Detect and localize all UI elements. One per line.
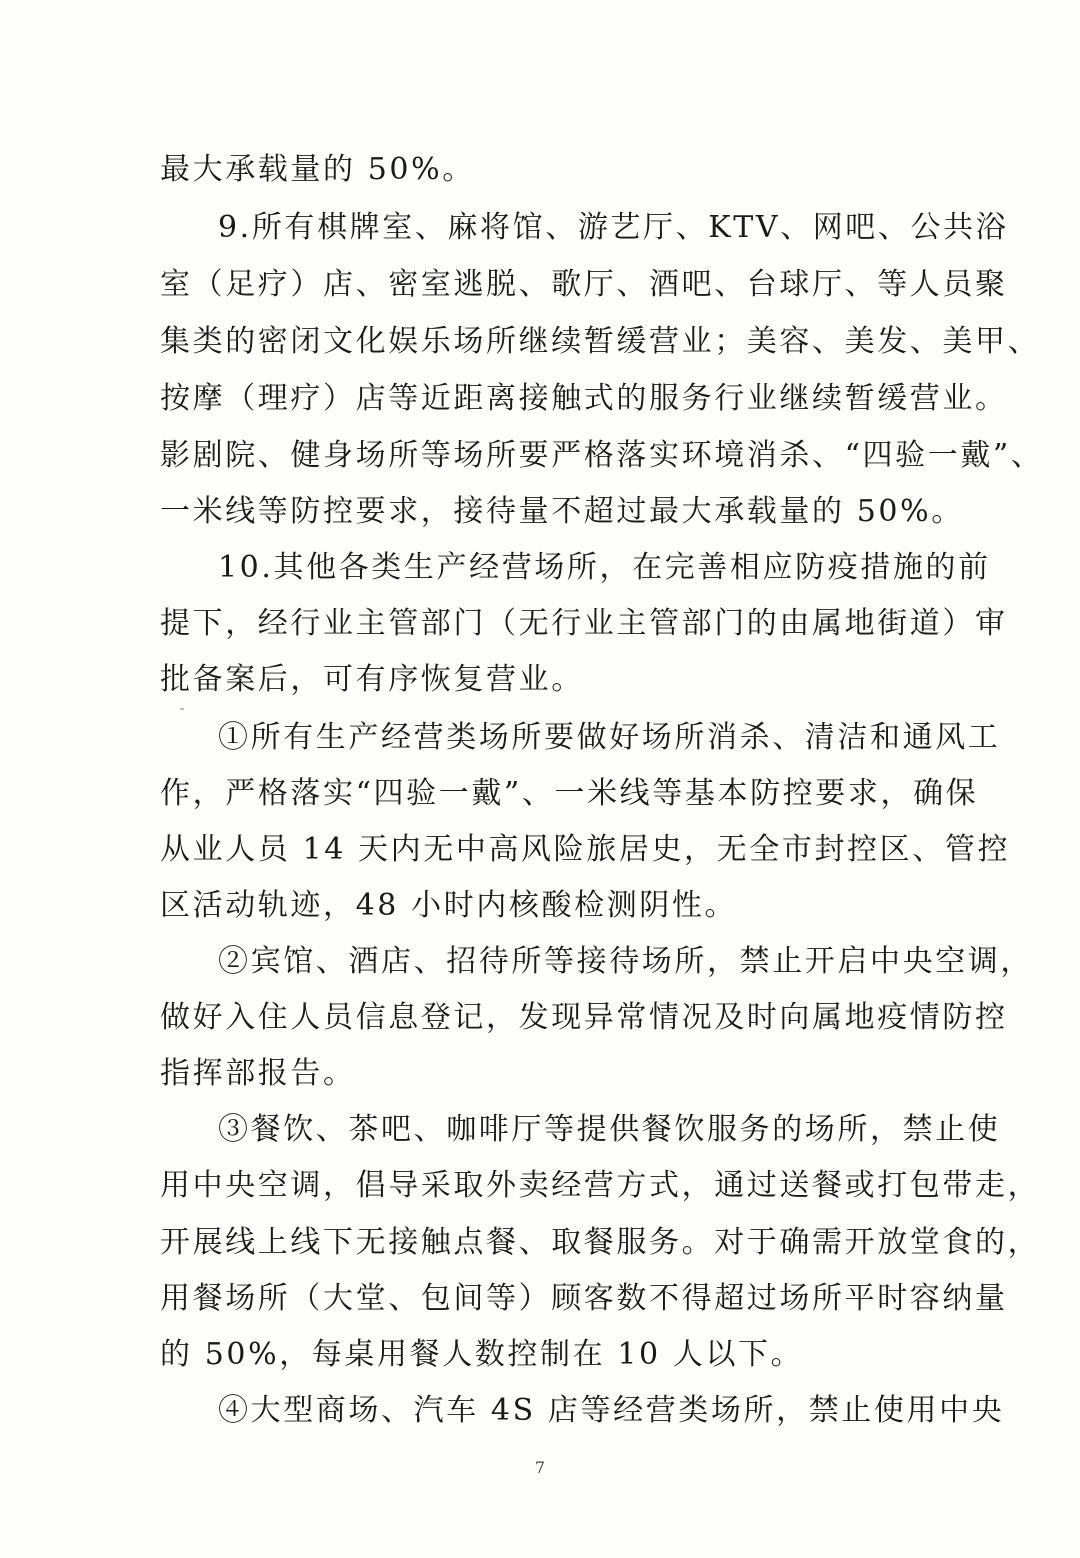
text-line: ①所有生产经营类场所要做好场所消杀、清洁和通风工 (218, 720, 1001, 755)
text-line: 指挥部报告。 (160, 1056, 356, 1091)
text-line: 的 50%，每桌用餐人数控制在 10 人以下。 (160, 1337, 804, 1372)
text-line: 从业人员 14 天内无中高风险旅居史，无全市封控区、管控 (160, 832, 1011, 867)
scan-mark (180, 708, 184, 710)
text-line: 做好入住人员信息登记，发现异常情况及时向属地疫情防控 (160, 1000, 1008, 1035)
text-line: 作，严格落实“四验一戴”、一米线等基本防控要求，确保 (160, 776, 979, 811)
page-number: 7 (534, 1458, 546, 1477)
text-line: 开展线上线下无接触点餐、取餐服务。对于确需开放堂食的， (160, 1225, 1041, 1260)
text-line: ④大型商场、汽车 4S 店等经营类场所，禁止使用中央 (218, 1393, 1005, 1428)
text-line: 影剧院、健身场所等场所要严格落实环境消杀、“四验一戴”、 (160, 438, 1044, 473)
text-line: 9.所有棋牌室、麻将馆、游艺厅、KTV、网吧、公共浴 (218, 210, 1009, 245)
text-line: 区活动轨迹，48 小时内核酸检测阴性。 (160, 888, 738, 923)
text-line: 提下，经行业主管部门（无行业主管部门的由属地街道）审 (160, 606, 1008, 641)
text-line: 用中央空调，倡导采取外卖经营方式，通过送餐或打包带走， (160, 1168, 1041, 1203)
text-line: 最大承载量的 50%。 (160, 152, 475, 187)
text-line: 集类的密闭文化娱乐场所继续暂缓营业；美容、美发、美甲、 (160, 324, 1041, 359)
text-line: ③餐饮、茶吧、咖啡厅等提供餐饮服务的场所，禁止使 (218, 1112, 1001, 1147)
text-line: 室（足疗）店、密室逃脱、歌厅、酒吧、台球厅、等人员聚 (160, 267, 1008, 302)
text-line: 按摩（理疗）店等近距离接触式的服务行业继续暂缓营业。 (160, 381, 1008, 416)
text-line: 批备案后，可有序恢复营业。 (160, 662, 584, 697)
text-line: 用餐场所（大堂、包间等）顾客数不得超过场所平时容纳量 (160, 1281, 1008, 1316)
text-line: 一米线等防控要求，接待量不超过最大承载量的 50%。 (160, 494, 964, 529)
text-line: 10.其他各类生产经营场所，在完善相应防疫措施的前 (218, 550, 991, 585)
text-line: ②宾馆、酒店、招待所等接待场所，禁止开启中央空调， (218, 944, 1033, 979)
